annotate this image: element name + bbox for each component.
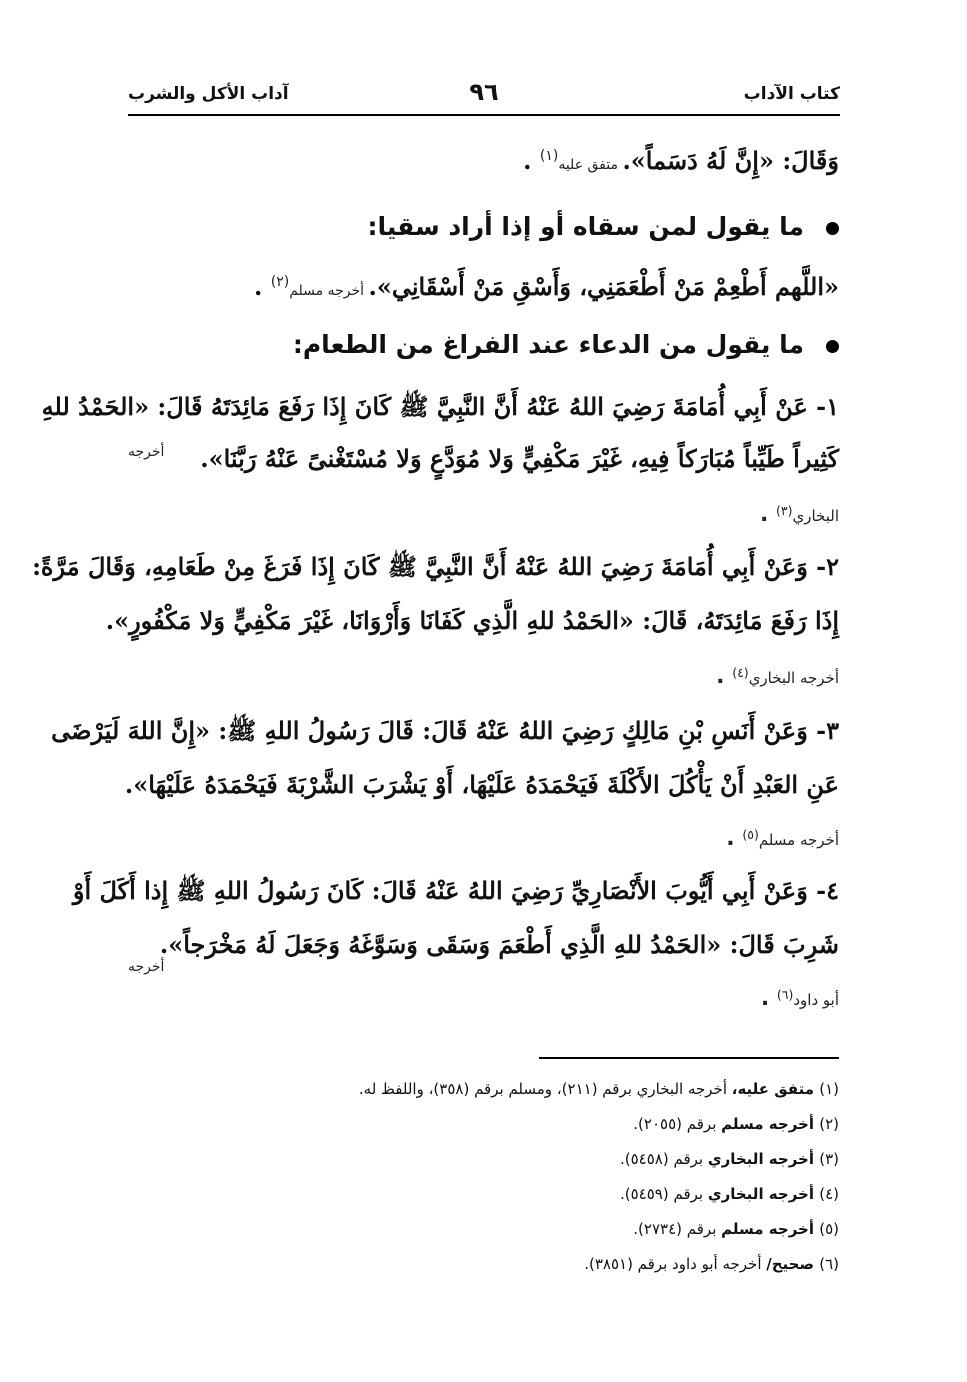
hadith-4-text: شَرِبَ قَالَ: «الحَمْدُ للهِ الَّذِي أَطْعَمَ وَسَقَى وَسَوَّغَهُ وَجَعَلَ لَهُ مَخْرَجاً».: [159, 930, 839, 959]
hadith-1-line-2: [128, 444, 839, 473]
section-heading-drink: [128, 212, 839, 241]
footnote-5-text: برقم (٢٧٣٤).: [633, 1220, 722, 1238]
footnote-5-bold: أخرجه مسلم: [721, 1220, 820, 1238]
hadith-1-source-name: البخاري: [792, 507, 839, 525]
section-heading-drink-text: ما يقول لمن سقاه أو إذا أراد سقيا:: [367, 212, 804, 241]
hadith-4-line-3: [128, 986, 839, 1011]
header-divider: [128, 114, 840, 116]
footnote-2-text: برقم (٢٠٥٥).: [633, 1115, 722, 1133]
footnote-2: [128, 1115, 839, 1133]
footnote-1-bold: متفق عليه،: [731, 1080, 820, 1098]
footnote-1: [128, 1080, 839, 1098]
drink-dua-source: أخرجه مسلم: [289, 283, 369, 299]
hadith-2-line-3: [128, 664, 839, 689]
footnote-6-text: أخرجه أبو داود برقم (٣٨٥١).: [584, 1255, 767, 1273]
page-number: ٩٦: [469, 78, 499, 106]
drink-dua-line: [128, 272, 839, 301]
footnote-divider: [539, 1057, 839, 1059]
hadith-2-end: .: [716, 664, 733, 689]
footnote-3-text: برقم (٥٤٥٨).: [620, 1150, 708, 1168]
section-heading-meal-end-text: ما يقول من الدعاء عند الفراغ من الطعام:: [292, 330, 804, 359]
footnote-5-num: (٥): [819, 1220, 839, 1238]
hadith-2-line-1: ٢- وَعَنْ أَبِي أُمَامَةَ رَضِيَ اللهُ عَنْهُ أَنَّ النَّبِيَّ ﷺ كَانَ إِذَا فَرَغَ مِنْ طَعَامِهِ، وَقَالَ مَرَّةً:: [32, 552, 839, 581]
drink-dua-text: «اللَّهم أَطْعِمْ مَنْ أَطْعَمَنِي، وَأَسْقِ مَنْ أَسْقَانِي».: [368, 272, 839, 301]
footnote-ref-2: (٢): [270, 274, 290, 290]
hadith-3-source: أخرجه مسلم: [758, 831, 839, 849]
hadith-4-line-2: [128, 930, 839, 975]
footnote-1-text: أخرجه البخاري برقم (٢١١)، ومسلم برقم (٣٥٨)، واللفظ له.: [358, 1080, 732, 1098]
chapter-title: آداب الأكل والشرب: [128, 84, 289, 104]
hadith-1-text: كَثِيراً طَيِّباً مُبَارَكاً فِيهِ، غَيْرَ مَكْفِيٍّ وَلا مُوَدَّعٍ وَلا مُسْتَغْنىً عَنْهُ رَبَّنَا».: [200, 444, 839, 473]
page-header: [128, 78, 840, 112]
footnote-ref-3: (٣): [775, 503, 793, 518]
footnote-ref-4: (٤): [732, 665, 749, 680]
hadith-4-source: أخرجه: [128, 959, 165, 975]
hadith-3-line-1: ٣- وَعَنْ أَنَسِ بْنِ مَالِكٍ رَضِيَ اللهُ عَنْهُ قَالَ: قَالَ رَسُولُ اللهِ ﷺ: «إِنَّ اللهَ لَيَرْضَى: [51, 716, 839, 745]
intro-source: متفق عليه: [558, 157, 623, 173]
footnote-4-text: برقم (٥٤٥٩).: [620, 1185, 708, 1203]
footnote-1-num: (١): [819, 1080, 839, 1098]
intro-end: .: [523, 146, 540, 175]
footnote-4-bold: أخرجه البخاري: [707, 1185, 820, 1203]
footnote-3: [128, 1150, 839, 1168]
footnote-4-num: (٤): [819, 1185, 839, 1203]
footnote-6-num: (٦): [819, 1255, 839, 1273]
hadith-2-line-2: إِذَا رَفَعَ مَائِدَتَهُ، قَالَ: «الحَمْدُ للهِ الَّذِي كَفَانَا وَأَرْوَانَا، غَيْرَ مَكْفِيٍّ وَلا مَكْفُورٍ».: [105, 606, 839, 635]
hadith-4-line-1: ٤- وَعَنْ أَبِي أَيُّوبَ الأَنْصَارِيِّ رَضِيَ اللهُ عَنْهُ قَالَ: كَانَ رَسُولُ اللهِ ﷺ إِذا أَكَلَ أَوْ: [72, 876, 839, 905]
hadith-2-source: أخرجه البخاري: [748, 669, 839, 687]
footnote-2-num: (٢): [819, 1115, 839, 1133]
hadith-1-end: .: [759, 502, 776, 527]
footnote-ref-5: (٥): [742, 827, 759, 842]
footnote-ref-1: (١): [539, 148, 559, 164]
footnote-5: [128, 1220, 839, 1238]
section-heading-meal-end: [128, 330, 839, 359]
bullet-icon: [826, 222, 839, 235]
footnote-3-num: (٣): [819, 1150, 839, 1168]
hadith-3-line-2: عَنِ العَبْدِ أَنْ يَأْكُلَ الأَكْلَةَ فَيَحْمَدَهُ عَلَيْهَا، أَوْ يَشْرَبَ الشَّرْبَةَ فَيَحْمَدَهُ عَلَيْهَا».: [124, 770, 839, 799]
intro-text: وَقَالَ: «إِنَّ لَهُ دَسَماً».: [622, 146, 839, 175]
footnote-6: [128, 1255, 839, 1273]
drink-dua-end: .: [254, 272, 271, 301]
intro-line: [128, 146, 839, 175]
hadith-1-line-3: [128, 502, 839, 527]
hadith-1-source: أخرجه: [128, 444, 165, 460]
hadith-4-end: .: [760, 986, 777, 1011]
footnote-3-bold: أخرجه البخاري: [707, 1150, 820, 1168]
hadith-1-line-1: ١- عَنْ أَبِي أُمَامَةَ رَضِيَ اللهُ عَنْهُ أَنَّ النَّبِيَّ ﷺ كَانَ إِذَا رَفَعَ مَائِدَتَهُ قَالَ: «الحَمْدُ للهِ: [41, 392, 839, 421]
book-title: كتاب الآداب: [743, 84, 840, 104]
hadith-3-line-3: [128, 826, 839, 851]
hadith-3-end: .: [726, 826, 743, 851]
footnote-4: [128, 1185, 839, 1203]
bullet-icon: [826, 340, 839, 353]
footnote-ref-6: (٦): [776, 987, 794, 1002]
footnote-6-bold: صحيح/: [766, 1255, 820, 1273]
hadith-4-source-name: أبو داود: [793, 991, 839, 1009]
footnote-2-bold: أخرجه مسلم: [721, 1115, 820, 1133]
